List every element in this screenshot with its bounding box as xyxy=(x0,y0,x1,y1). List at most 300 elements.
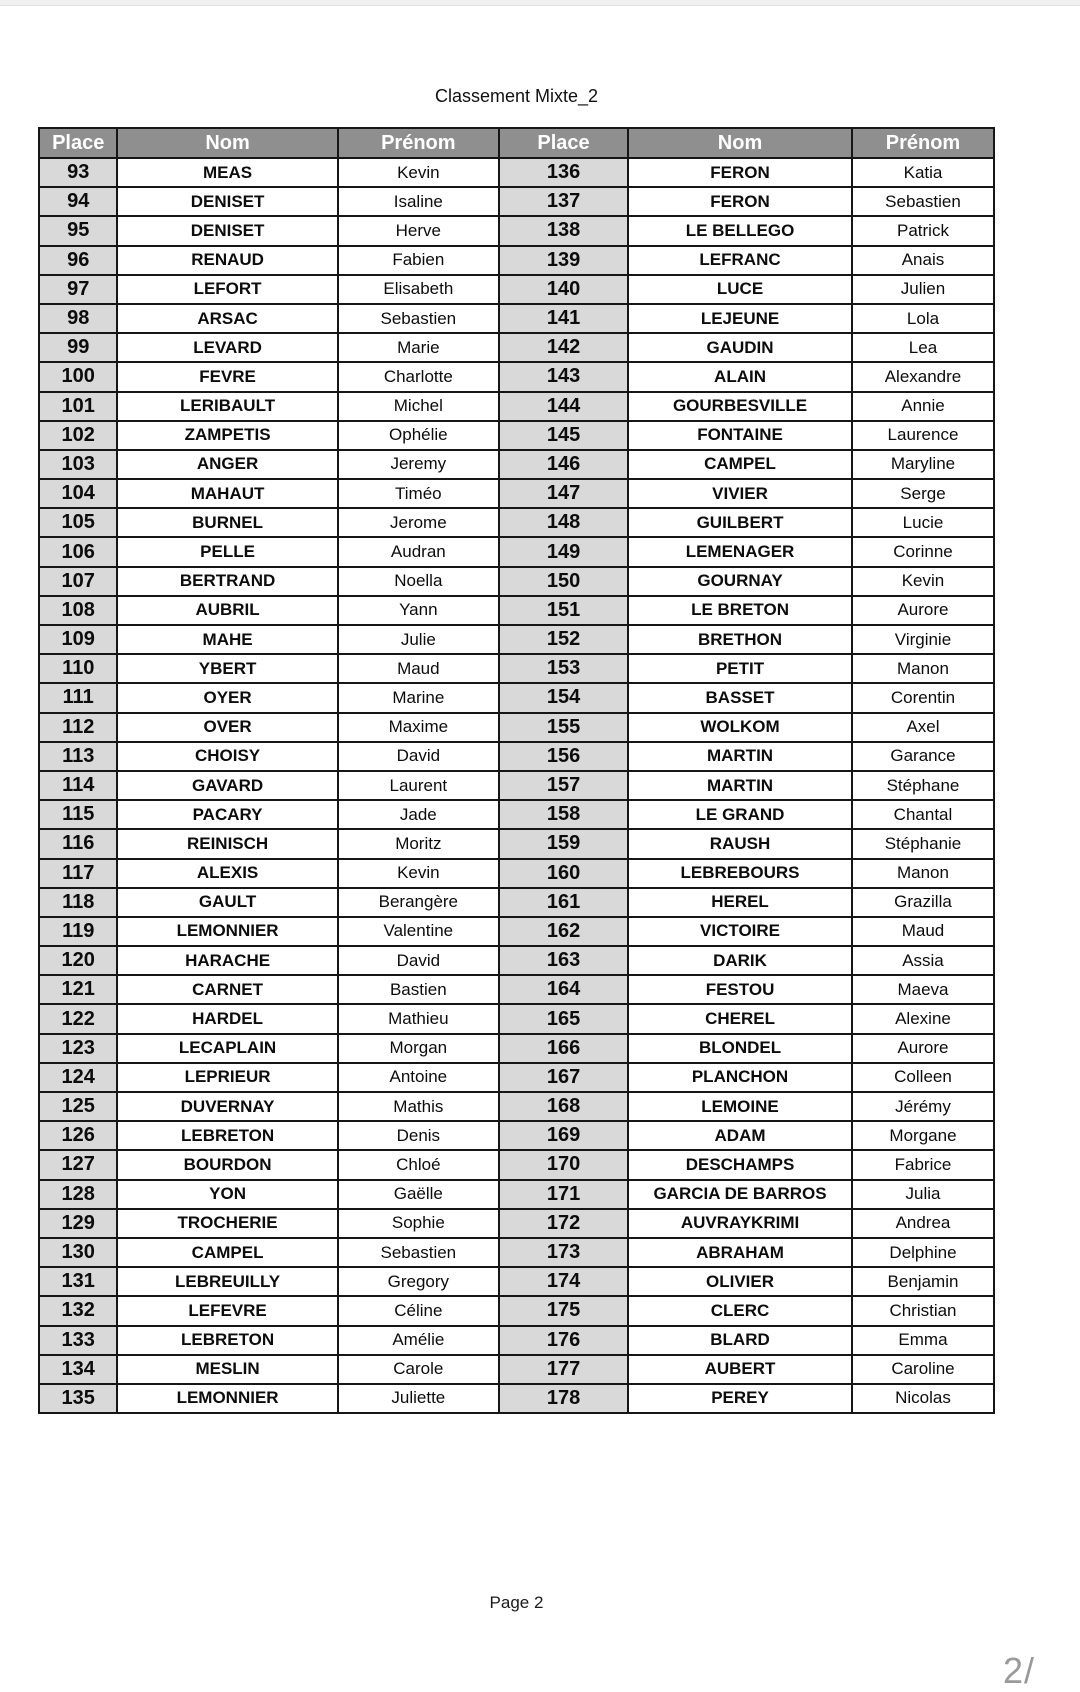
place-cell: 172 xyxy=(499,1209,628,1238)
prenom-cell: Andrea xyxy=(852,1209,994,1238)
prenom-cell: Emma xyxy=(852,1326,994,1355)
place-cell: 116 xyxy=(39,829,117,858)
page-number-footer: Page 2 xyxy=(489,1593,544,1612)
nom-cell: MESLIN xyxy=(117,1355,337,1384)
prenom-cell: Stéphane xyxy=(852,771,994,800)
table-row xyxy=(39,479,994,508)
place-cell: 100 xyxy=(39,362,117,391)
prenom-cell: Corentin xyxy=(852,683,994,712)
header-place-left: Place xyxy=(39,128,117,158)
table-row xyxy=(39,508,994,537)
nom-cell: ALAIN xyxy=(628,362,852,391)
prenom-cell: Garance xyxy=(852,742,994,771)
nom-cell: HEREL xyxy=(628,888,852,917)
place-cell: 98 xyxy=(39,304,117,333)
prenom-cell: Alexandre xyxy=(852,362,994,391)
place-cell: 151 xyxy=(499,596,628,625)
nom-cell: LEMONNIER xyxy=(117,917,337,946)
table-row xyxy=(39,1238,994,1267)
nom-cell: GAULT xyxy=(117,888,337,917)
nom-cell: GOURNAY xyxy=(628,567,852,596)
table-row xyxy=(39,829,994,858)
prenom-cell: Virginie xyxy=(852,625,994,654)
nom-cell: TROCHERIE xyxy=(117,1209,337,1238)
nom-cell: GARCIA DE BARROS xyxy=(628,1180,852,1209)
prenom-cell: Lea xyxy=(852,333,994,362)
nom-cell: CHEREL xyxy=(628,1004,852,1033)
place-cell: 160 xyxy=(499,859,628,888)
prenom-cell: Serge xyxy=(852,479,994,508)
nom-cell: DENISET xyxy=(117,187,337,216)
prenom-cell: Berangère xyxy=(338,888,499,917)
nom-cell: AUBERT xyxy=(628,1355,852,1384)
table-row xyxy=(39,1121,994,1150)
table-row xyxy=(39,713,994,742)
prenom-cell: Sebastien xyxy=(338,304,499,333)
table-row xyxy=(39,1209,994,1238)
prenom-cell: Juliette xyxy=(338,1384,499,1413)
place-cell: 134 xyxy=(39,1355,117,1384)
table-header xyxy=(39,128,994,158)
prenom-cell: Annie xyxy=(852,392,994,421)
place-cell: 177 xyxy=(499,1355,628,1384)
prenom-cell: Chloé xyxy=(338,1150,499,1179)
table-row xyxy=(39,450,994,479)
place-cell: 178 xyxy=(499,1384,628,1413)
nom-cell: CLERC xyxy=(628,1296,852,1325)
table-row xyxy=(39,333,994,362)
nom-cell: ADAM xyxy=(628,1121,852,1150)
nom-cell: LECAPLAIN xyxy=(117,1034,337,1063)
table-row xyxy=(39,975,994,1004)
table-row xyxy=(39,888,994,917)
place-cell: 174 xyxy=(499,1267,628,1296)
prenom-cell: Charlotte xyxy=(338,362,499,391)
place-cell: 104 xyxy=(39,479,117,508)
prenom-cell: Gaëlle xyxy=(338,1180,499,1209)
nom-cell: FESTOU xyxy=(628,975,852,1004)
prenom-cell: Isaline xyxy=(338,187,499,216)
place-cell: 122 xyxy=(39,1004,117,1033)
nom-cell: PETIT xyxy=(628,654,852,683)
place-cell: 175 xyxy=(499,1296,628,1325)
nom-cell: LEFEVRE xyxy=(117,1296,337,1325)
prenom-cell: Jerome xyxy=(338,508,499,537)
prenom-cell: Sebastien xyxy=(852,187,994,216)
prenom-cell: Mathieu xyxy=(338,1004,499,1033)
place-cell: 148 xyxy=(499,508,628,537)
nom-cell: DESCHAMPS xyxy=(628,1150,852,1179)
place-cell: 102 xyxy=(39,421,117,450)
nom-cell: OVER xyxy=(117,713,337,742)
prenom-cell: Céline xyxy=(338,1296,499,1325)
table-row xyxy=(39,1384,994,1413)
place-cell: 164 xyxy=(499,975,628,1004)
prenom-cell: Kevin xyxy=(338,158,499,187)
place-cell: 97 xyxy=(39,275,117,304)
prenom-cell: Grazilla xyxy=(852,888,994,917)
table-row xyxy=(39,537,994,566)
prenom-cell: Audran xyxy=(338,537,499,566)
prenom-cell: Alexine xyxy=(852,1004,994,1033)
place-cell: 99 xyxy=(39,333,117,362)
table-row xyxy=(39,1296,994,1325)
header-row xyxy=(39,128,994,158)
table-row xyxy=(39,771,994,800)
prenom-cell: Marine xyxy=(338,683,499,712)
table-row xyxy=(39,362,994,391)
nom-cell: LE GRAND xyxy=(628,800,852,829)
place-cell: 101 xyxy=(39,392,117,421)
nom-cell: FERON xyxy=(628,158,852,187)
nom-cell: LEMONNIER xyxy=(117,1384,337,1413)
place-cell: 137 xyxy=(499,187,628,216)
place-cell: 176 xyxy=(499,1326,628,1355)
nom-cell: RENAUD xyxy=(117,246,337,275)
table-row xyxy=(39,800,994,829)
place-cell: 142 xyxy=(499,333,628,362)
prenom-cell: David xyxy=(338,742,499,771)
prenom-cell: Sebastien xyxy=(338,1238,499,1267)
place-cell: 165 xyxy=(499,1004,628,1033)
place-cell: 157 xyxy=(499,771,628,800)
prenom-cell: Noella xyxy=(338,567,499,596)
prenom-cell: Delphine xyxy=(852,1238,994,1267)
table-row xyxy=(39,1267,994,1296)
place-cell: 106 xyxy=(39,537,117,566)
nom-cell: FEVRE xyxy=(117,362,337,391)
place-cell: 161 xyxy=(499,888,628,917)
page-title: Classement Mixte_2 xyxy=(434,86,599,106)
place-cell: 107 xyxy=(39,567,117,596)
prenom-cell: Chantal xyxy=(852,800,994,829)
place-cell: 139 xyxy=(499,246,628,275)
prenom-cell: Laurent xyxy=(338,771,499,800)
nom-cell: BLONDEL xyxy=(628,1034,852,1063)
table-row xyxy=(39,1355,994,1384)
prenom-cell: Bastien xyxy=(338,975,499,1004)
table-row xyxy=(39,1326,994,1355)
nom-cell: MARTIN xyxy=(628,771,852,800)
place-cell: 155 xyxy=(499,713,628,742)
prenom-cell: Kevin xyxy=(338,859,499,888)
place-cell: 95 xyxy=(39,216,117,245)
prenom-cell: Timéo xyxy=(338,479,499,508)
place-cell: 125 xyxy=(39,1092,117,1121)
nom-cell: LEMENAGER xyxy=(628,537,852,566)
place-cell: 108 xyxy=(39,596,117,625)
nom-cell: YBERT xyxy=(117,654,337,683)
place-cell: 158 xyxy=(499,800,628,829)
nom-cell: FERON xyxy=(628,187,852,216)
nom-cell: LE BELLEGO xyxy=(628,216,852,245)
prenom-cell: Lola xyxy=(852,304,994,333)
viewer-page-indicator: 2/ xyxy=(1003,1650,1036,1691)
nom-cell: LEFRANC xyxy=(628,246,852,275)
prenom-cell: Ophélie xyxy=(338,421,499,450)
prenom-cell: Maeva xyxy=(852,975,994,1004)
prenom-cell: Marie xyxy=(338,333,499,362)
place-cell: 130 xyxy=(39,1238,117,1267)
viewer-top-edge xyxy=(0,0,1080,6)
nom-cell: BRETHON xyxy=(628,625,852,654)
nom-cell: CAMPEL xyxy=(628,450,852,479)
place-cell: 171 xyxy=(499,1180,628,1209)
nom-cell: PACARY xyxy=(117,800,337,829)
header-prenom-left: Prénom xyxy=(338,128,499,158)
prenom-cell: Katia xyxy=(852,158,994,187)
prenom-cell: Amélie xyxy=(338,1326,499,1355)
place-cell: 159 xyxy=(499,829,628,858)
nom-cell: YON xyxy=(117,1180,337,1209)
nom-cell: LEMOINE xyxy=(628,1092,852,1121)
nom-cell: VICTOIRE xyxy=(628,917,852,946)
place-cell: 109 xyxy=(39,625,117,654)
prenom-cell: Moritz xyxy=(338,829,499,858)
table-row xyxy=(39,917,994,946)
prenom-cell: Anais xyxy=(852,246,994,275)
nom-cell: ABRAHAM xyxy=(628,1238,852,1267)
nom-cell: GAVARD xyxy=(117,771,337,800)
place-cell: 113 xyxy=(39,742,117,771)
table-row xyxy=(39,1063,994,1092)
place-cell: 114 xyxy=(39,771,117,800)
prenom-cell: Colleen xyxy=(852,1063,994,1092)
nom-cell: CHOISY xyxy=(117,742,337,771)
table-row xyxy=(39,1180,994,1209)
nom-cell: CARNET xyxy=(117,975,337,1004)
header-nom-left: Nom xyxy=(117,128,337,158)
nom-cell: MEAS xyxy=(117,158,337,187)
nom-cell: WOLKOM xyxy=(628,713,852,742)
nom-cell: AUVRAYKRIMI xyxy=(628,1209,852,1238)
nom-cell: CAMPEL xyxy=(117,1238,337,1267)
place-cell: 115 xyxy=(39,800,117,829)
prenom-cell: Antoine xyxy=(338,1063,499,1092)
nom-cell: PEREY xyxy=(628,1384,852,1413)
nom-cell: FONTAINE xyxy=(628,421,852,450)
prenom-cell: Axel xyxy=(852,713,994,742)
place-cell: 119 xyxy=(39,917,117,946)
table-row xyxy=(39,596,994,625)
nom-cell: VIVIER xyxy=(628,479,852,508)
nom-cell: AUBRIL xyxy=(117,596,337,625)
place-cell: 154 xyxy=(499,683,628,712)
nom-cell: DARIK xyxy=(628,946,852,975)
table-row xyxy=(39,859,994,888)
nom-cell: BLARD xyxy=(628,1326,852,1355)
place-cell: 121 xyxy=(39,975,117,1004)
nom-cell: PELLE xyxy=(117,537,337,566)
place-cell: 149 xyxy=(499,537,628,566)
prenom-cell: Jérémy xyxy=(852,1092,994,1121)
prenom-cell: Maud xyxy=(852,917,994,946)
prenom-cell: Julie xyxy=(338,625,499,654)
place-cell: 103 xyxy=(39,450,117,479)
prenom-cell: Yann xyxy=(338,596,499,625)
prenom-cell: Julien xyxy=(852,275,994,304)
table-row xyxy=(39,1034,994,1063)
prenom-cell: Assia xyxy=(852,946,994,975)
place-cell: 146 xyxy=(499,450,628,479)
prenom-cell: Elisabeth xyxy=(338,275,499,304)
prenom-cell: Herve xyxy=(338,216,499,245)
place-cell: 167 xyxy=(499,1063,628,1092)
place-cell: 94 xyxy=(39,187,117,216)
prenom-cell: Manon xyxy=(852,859,994,888)
place-cell: 128 xyxy=(39,1180,117,1209)
nom-cell: ALEXIS xyxy=(117,859,337,888)
prenom-cell: Corinne xyxy=(852,537,994,566)
place-cell: 162 xyxy=(499,917,628,946)
nom-cell: BASSET xyxy=(628,683,852,712)
place-cell: 123 xyxy=(39,1034,117,1063)
prenom-cell: Caroline xyxy=(852,1355,994,1384)
place-cell: 147 xyxy=(499,479,628,508)
nom-cell: LEPRIEUR xyxy=(117,1063,337,1092)
prenom-cell: Laurence xyxy=(852,421,994,450)
nom-cell: DENISET xyxy=(117,216,337,245)
nom-cell: HARDEL xyxy=(117,1004,337,1033)
table-row xyxy=(39,392,994,421)
place-cell: 96 xyxy=(39,246,117,275)
prenom-cell: Manon xyxy=(852,654,994,683)
prenom-cell: Michel xyxy=(338,392,499,421)
place-cell: 169 xyxy=(499,1121,628,1150)
place-cell: 150 xyxy=(499,567,628,596)
nom-cell: GOURBESVILLE xyxy=(628,392,852,421)
prenom-cell: Aurore xyxy=(852,1034,994,1063)
place-cell: 136 xyxy=(499,158,628,187)
nom-cell: LE BRETON xyxy=(628,596,852,625)
nom-cell: OLIVIER xyxy=(628,1267,852,1296)
prenom-cell: Patrick xyxy=(852,216,994,245)
table-row xyxy=(39,304,994,333)
prenom-cell: Stéphanie xyxy=(852,829,994,858)
prenom-cell: Aurore xyxy=(852,596,994,625)
prenom-cell: Kevin xyxy=(852,567,994,596)
place-cell: 170 xyxy=(499,1150,628,1179)
prenom-cell: Morgane xyxy=(852,1121,994,1150)
nom-cell: MAHE xyxy=(117,625,337,654)
place-cell: 118 xyxy=(39,888,117,917)
nom-cell: OYER xyxy=(117,683,337,712)
table-row xyxy=(39,1004,994,1033)
prenom-cell: Carole xyxy=(338,1355,499,1384)
prenom-cell: Lucie xyxy=(852,508,994,537)
place-cell: 144 xyxy=(499,392,628,421)
prenom-cell: Maxime xyxy=(338,713,499,742)
place-cell: 129 xyxy=(39,1209,117,1238)
nom-cell: LEBREBOURS xyxy=(628,859,852,888)
place-cell: 105 xyxy=(39,508,117,537)
nom-cell: DUVERNAY xyxy=(117,1092,337,1121)
prenom-cell: Maud xyxy=(338,654,499,683)
nom-cell: LUCE xyxy=(628,275,852,304)
prenom-cell: Sophie xyxy=(338,1209,499,1238)
place-cell: 153 xyxy=(499,654,628,683)
prenom-cell: Jade xyxy=(338,800,499,829)
prenom-cell: Denis xyxy=(338,1121,499,1150)
table-row xyxy=(39,421,994,450)
nom-cell: ARSAC xyxy=(117,304,337,333)
place-cell: 124 xyxy=(39,1063,117,1092)
place-cell: 93 xyxy=(39,158,117,187)
place-cell: 132 xyxy=(39,1296,117,1325)
place-cell: 173 xyxy=(499,1238,628,1267)
place-cell: 138 xyxy=(499,216,628,245)
table-row xyxy=(39,216,994,245)
place-cell: 127 xyxy=(39,1150,117,1179)
table-row xyxy=(39,158,994,187)
header-place-right: Place xyxy=(499,128,628,158)
prenom-cell: Fabien xyxy=(338,246,499,275)
place-cell: 168 xyxy=(499,1092,628,1121)
nom-cell: LEFORT xyxy=(117,275,337,304)
nom-cell: GAUDIN xyxy=(628,333,852,362)
nom-cell: MAHAUT xyxy=(117,479,337,508)
prenom-cell: Julia xyxy=(852,1180,994,1209)
table-row xyxy=(39,683,994,712)
nom-cell: GUILBERT xyxy=(628,508,852,537)
header-nom-right: Nom xyxy=(628,128,852,158)
nom-cell: RAUSH xyxy=(628,829,852,858)
table-row xyxy=(39,654,994,683)
table-row xyxy=(39,246,994,275)
nom-cell: PLANCHON xyxy=(628,1063,852,1092)
table-row xyxy=(39,742,994,771)
prenom-cell: Maryline xyxy=(852,450,994,479)
place-cell: 111 xyxy=(39,683,117,712)
place-cell: 120 xyxy=(39,946,117,975)
place-cell: 110 xyxy=(39,654,117,683)
table-row xyxy=(39,567,994,596)
nom-cell: LEBRETON xyxy=(117,1121,337,1150)
table-row xyxy=(39,187,994,216)
prenom-cell: Benjamin xyxy=(852,1267,994,1296)
nom-cell: MARTIN xyxy=(628,742,852,771)
place-cell: 143 xyxy=(499,362,628,391)
table-row xyxy=(39,946,994,975)
place-cell: 163 xyxy=(499,946,628,975)
table-row xyxy=(39,625,994,654)
results-tbody xyxy=(39,158,994,1413)
place-cell: 117 xyxy=(39,859,117,888)
prenom-cell: Mathis xyxy=(338,1092,499,1121)
nom-cell: ANGER xyxy=(117,450,337,479)
ranking-table xyxy=(38,127,995,1414)
place-cell: 126 xyxy=(39,1121,117,1150)
place-cell: 133 xyxy=(39,1326,117,1355)
table-row xyxy=(39,1150,994,1179)
nom-cell: LERIBAULT xyxy=(117,392,337,421)
nom-cell: LEVARD xyxy=(117,333,337,362)
nom-cell: BOURDON xyxy=(117,1150,337,1179)
prenom-cell: Valentine xyxy=(338,917,499,946)
prenom-cell: Morgan xyxy=(338,1034,499,1063)
nom-cell: LEJEUNE xyxy=(628,304,852,333)
prenom-cell: Gregory xyxy=(338,1267,499,1296)
place-cell: 131 xyxy=(39,1267,117,1296)
table-row xyxy=(39,275,994,304)
nom-cell: LEBREUILLY xyxy=(117,1267,337,1296)
place-cell: 152 xyxy=(499,625,628,654)
header-prenom-right: Prénom xyxy=(852,128,994,158)
nom-cell: ZAMPETIS xyxy=(117,421,337,450)
prenom-cell: Jeremy xyxy=(338,450,499,479)
place-cell: 166 xyxy=(499,1034,628,1063)
nom-cell: BURNEL xyxy=(117,508,337,537)
